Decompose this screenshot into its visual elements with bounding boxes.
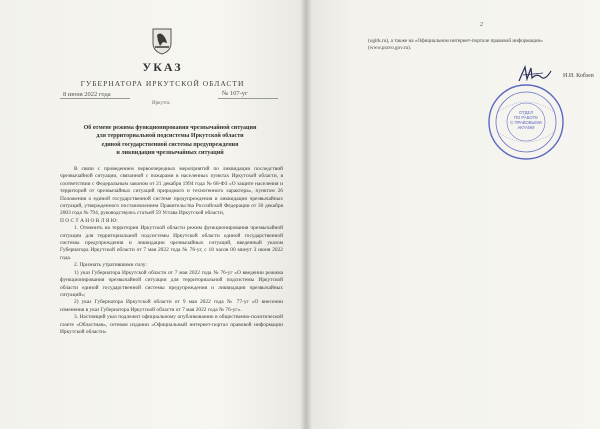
decree-item: 2. Признать утратившими силу: <box>74 262 147 269</box>
date-underline <box>60 98 130 99</box>
signer-name: И.И. Кобзев <box>563 73 594 79</box>
document-number: № 107-уг <box>222 90 248 97</box>
svg-text:ОТДЕЛ: ОТДЕЛ <box>518 110 534 115</box>
decree-item: 1) указ Губернатора Иркутской области от 7 мая 2022 года № 76-уг «О введении режима функционирования чрезвычайной ситуации для территориальной подсистемы Иркутской области единой государственной системы предупреждения и ликвидации чрезвычайных ситуаций»; <box>60 269 283 298</box>
coat-of-arms-icon <box>151 27 173 55</box>
document-page-2 <box>307 0 600 429</box>
continuation-line: (www.pravo.gov.ru). <box>368 45 412 52</box>
page-fold-shadow <box>300 0 312 429</box>
heading-line: и ликвидации чрезвычайных ситуаций <box>116 149 224 156</box>
svg-text:ПО РАБОТЕ: ПО РАБОТЕ <box>513 115 539 120</box>
continuation-line: (ogirk.ru), а также на «Официальном интернет-портале правовой информации» <box>368 38 543 44</box>
decree-word: П О С Т А Н О В Л Я Ю: <box>60 217 118 224</box>
decree-item: 1. Отменить на территории Иркутской области режим функционирования чрезвычайной ситуации для территориальной подсистемы Иркутской области единой государственной системы предупреждения и ликвидации чрезвычайных ситуаций, введенный указом Губернатора Иркутской области от 7 мая 2022 года № 76-уг, с 18 часов 00 минут 3 июня 2022 года. <box>60 225 283 261</box>
document-body <box>60 166 283 336</box>
decree-item: 3. Настоящий указ подлежит официальному опубликованию в общественно-политической газете «Областная», сетевом издании «Официальный интернет-портал правовой информации Иркутской области» <box>60 314 283 335</box>
document-title: УКАЗ <box>142 60 183 74</box>
preamble-paragraph: В связи с проведением первоочередных мероприятий по ликвидации последствий чрезвычайной ситуации, связанной с пожарами в населенных пунктах Иркутской области, в соответствии с Федеральным законом от 21 декабря 1994 года № 68-ФЗ «О защите населения и территорий от чрезвычайных ситуаций природного и техногенного характера», пунктом 26 Положения о единой государственной системе предупреждения и ликвидации чрезвычайных ситуаций, утвержденного постановлением Правительства Российской Федерации от 30 декабря 2003 года № 794, руководствуясь статьей 59 Устава Иркутской области, <box>60 166 283 217</box>
continuation-text <box>368 38 598 52</box>
page-number: 2 <box>480 22 483 28</box>
heading-line: единой государственной системы предупреждения <box>101 141 239 148</box>
document-date: 8 июня 2022 года <box>63 91 111 98</box>
document-heading <box>60 124 280 157</box>
svg-text:АКТАМИ: АКТАМИ <box>517 125 535 130</box>
heading-line: для территориальной подсистемы Иркутской области <box>96 133 244 140</box>
official-stamp <box>486 82 566 162</box>
document-issuer: ГУБЕРНАТОРА ИРКУТСКОЙ ОБЛАСТИ <box>80 79 245 88</box>
svg-text:С ПРАВОВЫМИ: С ПРАВОВЫМИ <box>510 120 542 125</box>
number-underline <box>218 98 278 99</box>
decree-item: 2) указ Губернатора Иркутской области от 9 мая 2022 года № 77-уг «О внесении изменения в указ Губернатора Иркутской области от 7 мая 2022 года № 76-уг». <box>60 299 283 313</box>
heading-line: Об отмене режима функционирования чрезвычайной ситуации <box>83 125 257 131</box>
document-city: Иркутск <box>152 101 170 106</box>
